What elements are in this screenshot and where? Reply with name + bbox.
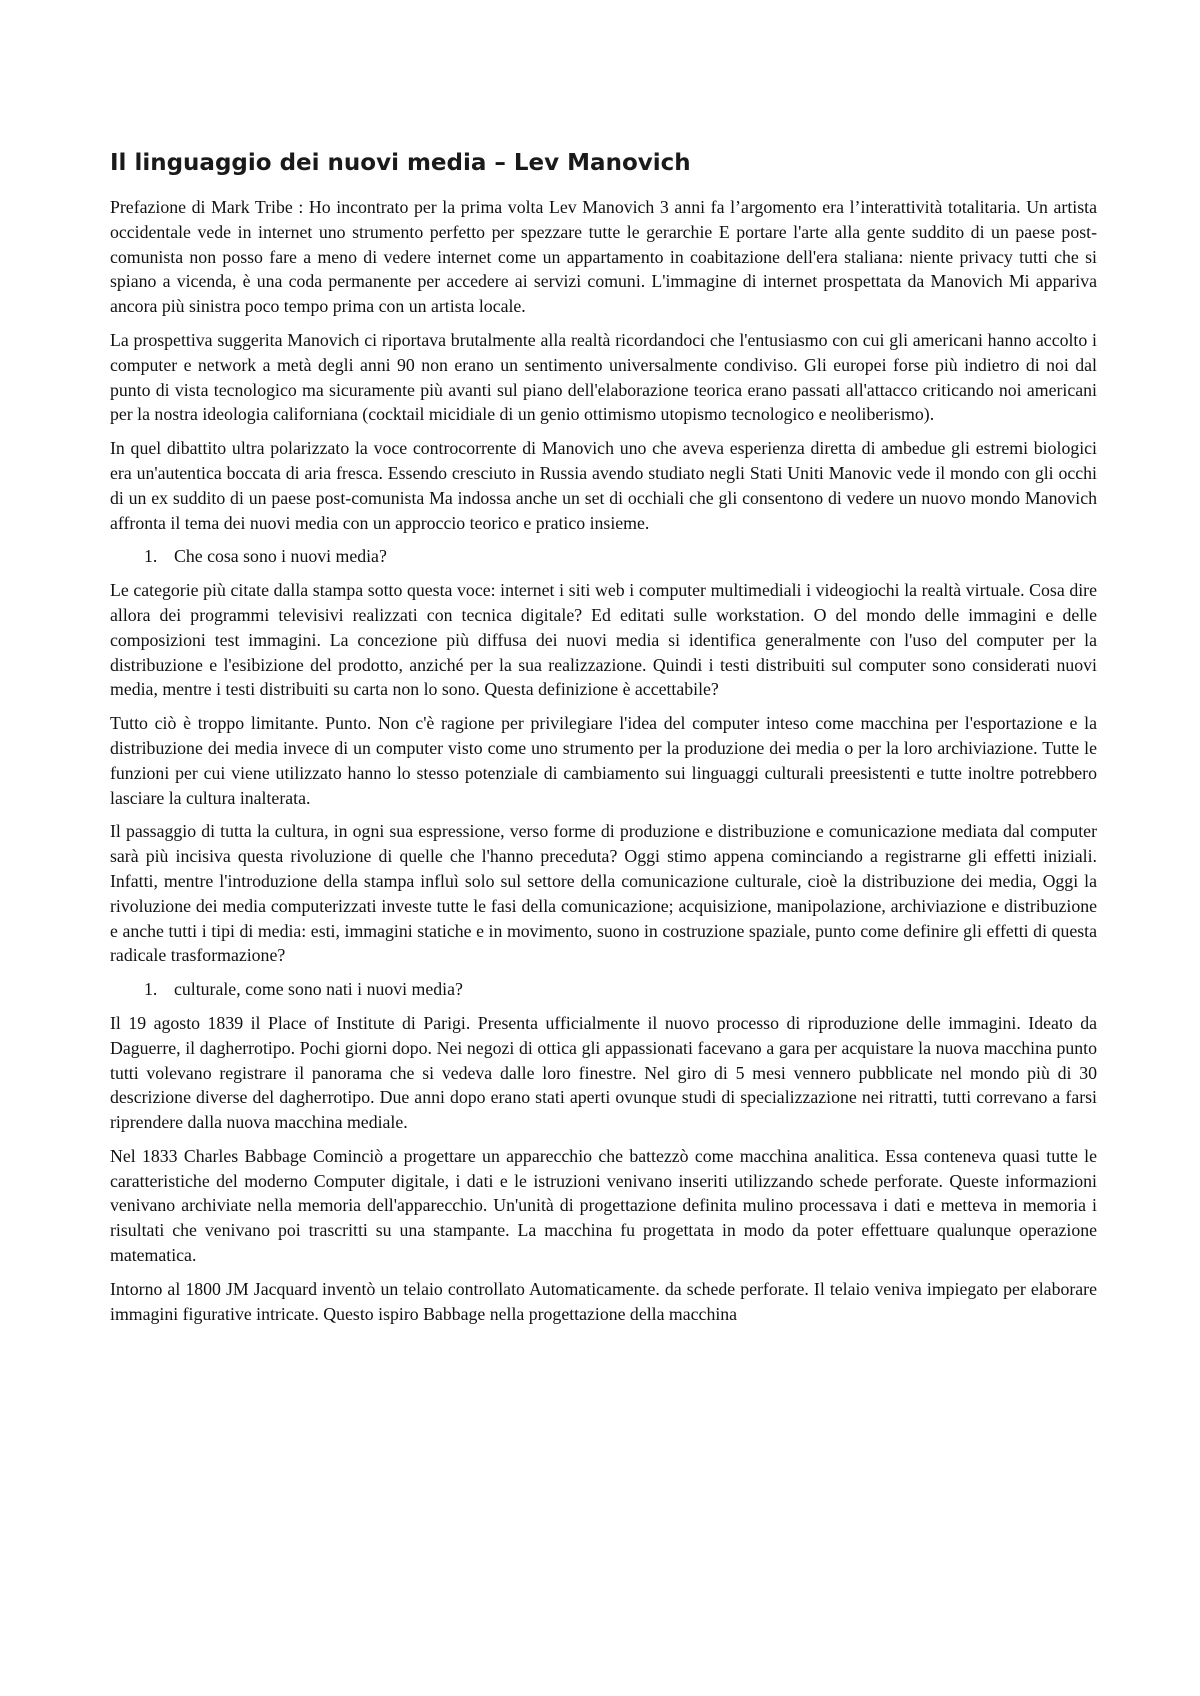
paragraph: Il 19 agosto 1839 il Place of Institute di Parigi. Presenta ufficialmente il nuovo processo di riproduzione delle immagini. Ideato da Daguerre, il dagherrotipo. Pochi giorni dopo. Nei negozi di ottica gli appassionati facevano a gara per acquistare la nuova macchina punto tutti volevano registrare il panorama che si vedeva dalle loro finestre. Nel giro di 5 mesi vennero pubblicate nel mondo più di 30 descrizione diverse del dagherrotipo. Due anni dopo erano stati aperti ovunque studi di specializzazione nei ritratti, tutti correvano a farsi riprendere dalla nuova macchina mediale. (110, 1012, 1097, 1133)
paragraph: In quel dibattito ultra polarizzato la voce controcorrente di Manovich uno che aveva esperienza diretta di ambedue gli estremi biologici era un'autentica boccata di aria fresca. Essendo cresciuto in Russia avendo studiato negli Stati Uniti Manovic vede il mondo con gli occhi di un ex suddito di un paese post-comunista Ma indossa anche un set di occhiali che gli consentono di vedere un nuovo mondo Manovich affronta il tema dei nuovi media con un approccio teorico e pratico insieme. (110, 438, 1097, 533)
list-item-section-heading (110, 544, 1097, 569)
paragraph: Tutto ciò è troppo limitante. Punto. Non c'è ragione per privilegiare l'idea del computer inteso come macchina per l'esportazione e la distribuzione dei media invece di un computer visto come uno strumento per la produzione dei media o per la loro archiviazione. Tutte le funzioni per cui viene utilizzato hanno lo stesso potenziale di cambiamento sui linguaggi culturali preesistenti e tutte inoltre potrebbero lasciare la cultura inalterata. (110, 713, 1097, 808)
document-title: Il linguaggio dei nuovi media – Lev Manovich (110, 150, 691, 176)
list-item-text: culturale, come sono nati i nuovi media? (174, 979, 463, 1000)
paragraph: Intorno al 1800 JM Jacquard inventò un telaio controllato Automaticamente. da schede perforate. Il telaio veniva impiegato per elaborare immagini figurative intricate. Questo ispiro Babbage nella progettazione della macchina (110, 1278, 1097, 1324)
paragraph: La prospettiva suggerita Manovich ci riportava brutalmente alla realtà ricordandoci che l'entusiasmo con cui gli americani hanno accolto i computer e network a metà degli anni 90 non erano un sentimento universalmente condiviso. Gli europei forse più indietro di noi dal punto di vista tecnologico ma sicuramente più avanti sul piano dell'elaborazione teorica erano passati all'attacco criticando noi americani per la nostra ideologia californiana (cocktail micidiale di un genio ottimismo utopismo tecnologico e neoliberismo). (110, 329, 1097, 425)
paragraph: Le categorie più citate dalla stampa sotto questa voce: internet i siti web i computer multimediali i videogiochi la realtà virtuale. Cosa dire allora dei programmi televisivi realizzati con tecnica digitale? Ed editati sulle workstation. O del mondo delle immagini e delle composizioni test immagini. La concezione più diffusa dei nuovi media si identifica generalmente con l'uso del computer per la distribuzione e l'esibizione del prodotto, anziché per la sua realizzazione. Quindi i testi distribuiti sul computer sono considerati nuovi media, mentre i testi distribuiti su carta non lo sono. Questa definizione è accettabile? (110, 580, 1097, 700)
list-item-text: Che cosa sono i nuovi media? (174, 546, 387, 567)
list-marker: 1. (144, 546, 158, 567)
paragraph: Nel 1833 Charles Babbage Cominciò a progettare un apparecchio che battezzò come macchina analitica. Essa conteneva quasi tutte le caratteristiche del moderno Computer digitale, i dati e le istruzioni venivano inseriti utilizzando schede perforate. Queste informazioni venivano archiviate nella memoria dell'apparecchio. Un'unità di progettazione definita mulino processava i dati e metteva in memoria i risultati che venivano poi trascritti su una stampante. La macchina fu progettata in modo da poter effettuare qualunque operazione matematica. (110, 1145, 1097, 1266)
paragraph: Il passaggio di tutta la cultura, in ogni sua espressione, verso forme di produzione e distribuzione e comunicazione mediata dal computer sarà più incisiva questa rivoluzione di quelle che l'hanno preceduta? Oggi stimo appena cominciando a registrarne gli effetti iniziali. Infatti, mentre l'introduzione della stampa influì solo sul settore della comunicazione culturale, cioè la distribuzione dei media, Oggi la rivoluzione dei media computerizzati investe tutte le fasi della comunicazione; acquisizione, manipolazione, archiviazione e distribuzione e anche tutti i tipi di media: esti, immagini statiche e in movimento, suono in costruzione spaziale, punto come definire gli effetti di questa radicale trasformazione? (110, 821, 1097, 966)
list-item-section-heading (110, 977, 1097, 1002)
list-marker: 1. (144, 979, 158, 1000)
paragraph-preface: Prefazione di Mark Tribe : Ho incontrato per la prima volta Lev Manovich 3 anni fa l’argomento era l’interattività totalitaria. Un artista occidentale vede in internet uno strumento perfetto per spezzare tutte le gerarchie E portare l'arte alla gente suddito di un paese post-comunista non posso fare a meno di vedere internet come un appartamento in coabitazione dell'era staliana: niente privacy tutti che si spiano a vicenda, è una coda permanente per accedere ai servizi comuni. L'immagine di internet prospettata da Manovich Mi appariva ancora più sinistra poco tempo prima con un artista locale. (110, 197, 1097, 317)
document-body (110, 145, 1097, 1335)
